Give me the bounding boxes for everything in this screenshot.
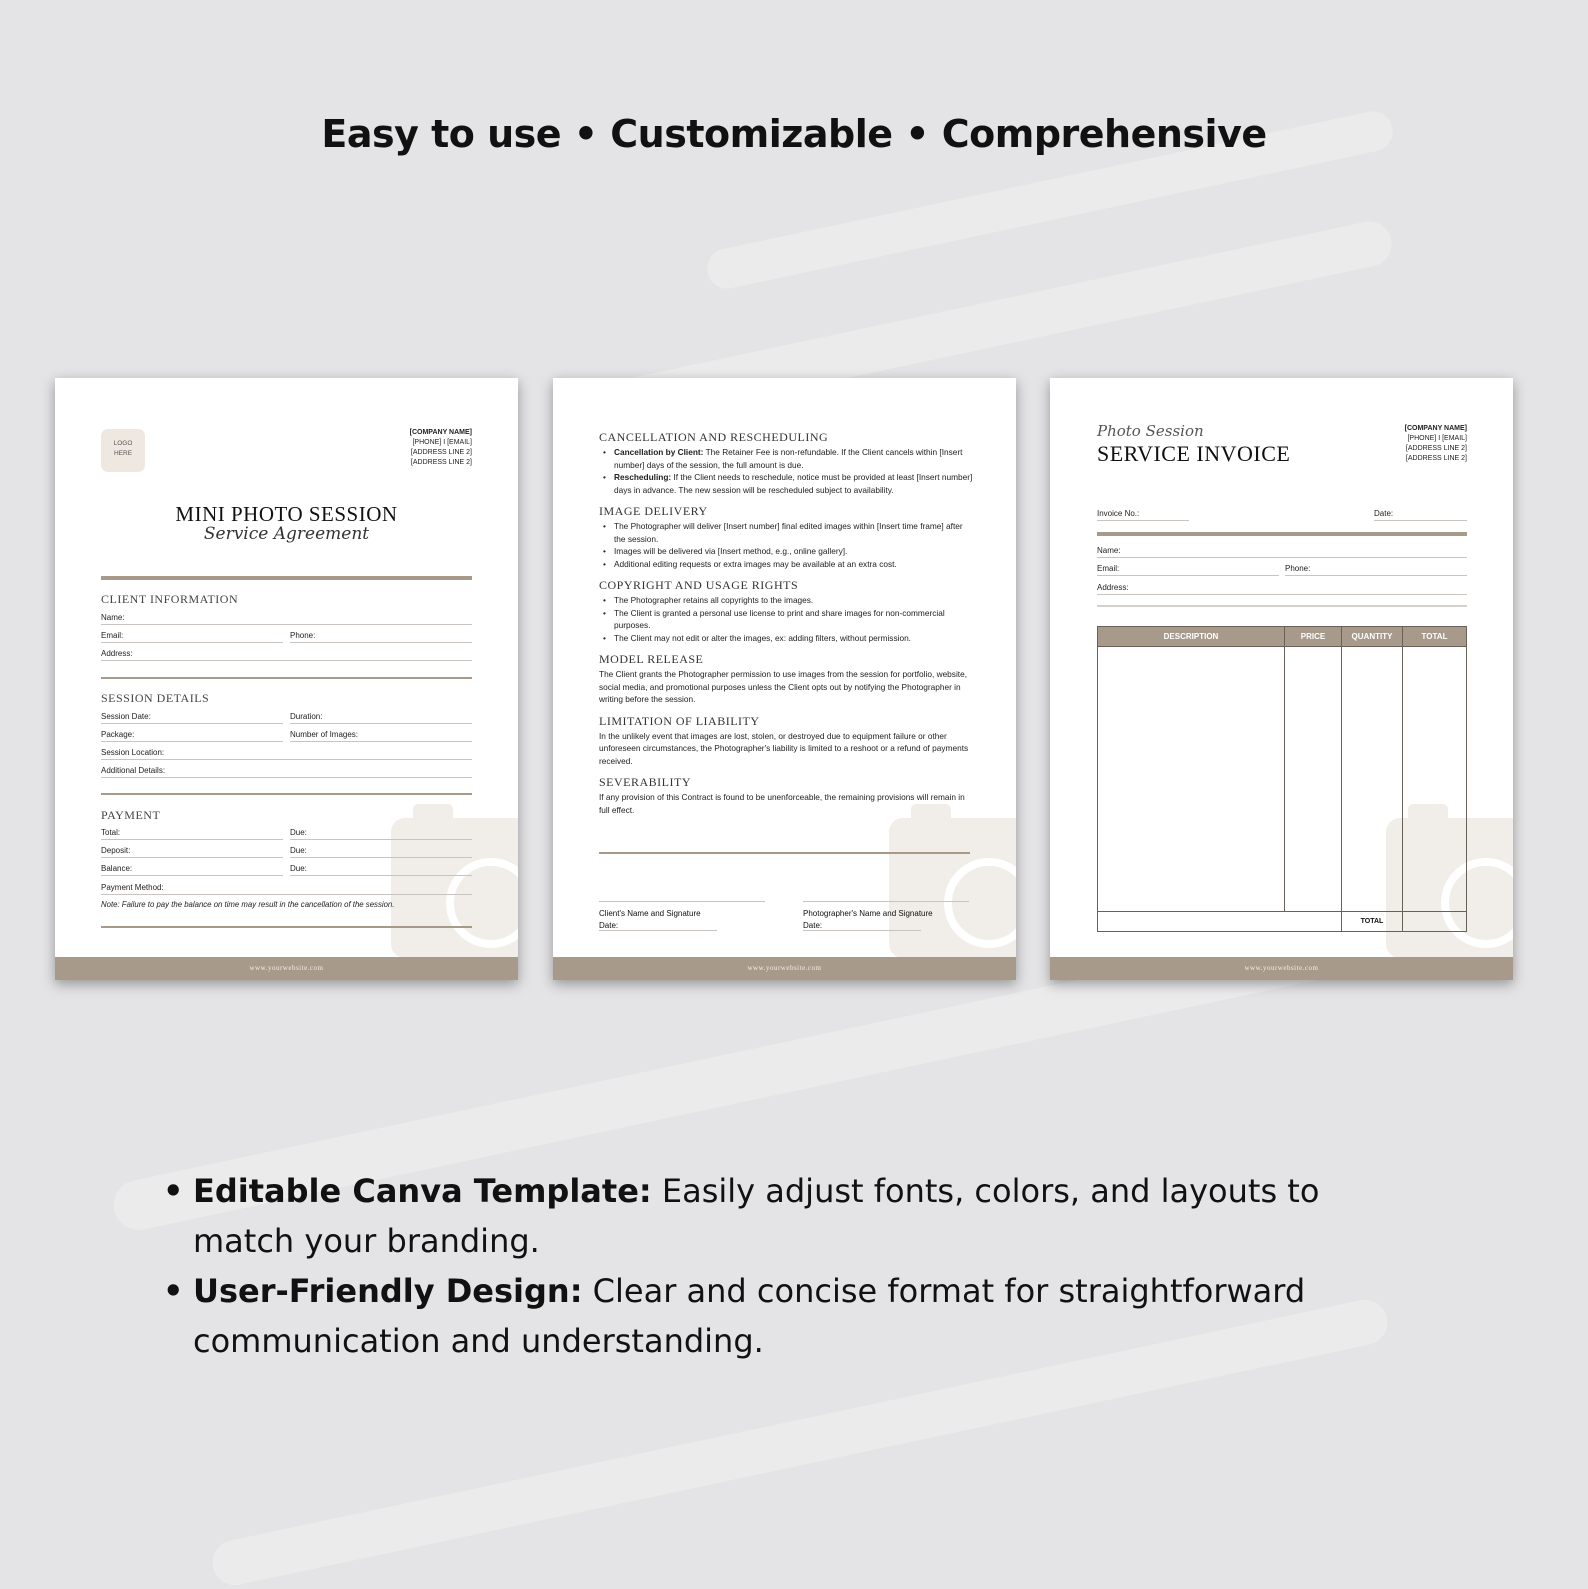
feature-item: • User-Friendly Design: Clear and concise format for straightforward communication and understanding.: [193, 1266, 1373, 1366]
invoice-date-field[interactable]: Date:: [1374, 509, 1467, 521]
photographer-signature-line[interactable]: [803, 901, 969, 902]
document-title: MINI PHOTO SESSION: [175, 502, 398, 526]
company-address: [ADDRESS LINE 2]: [1405, 455, 1467, 462]
list-item: • The Client may not edit or alter the images, ex: adding filters, without permission.: [599, 632, 974, 645]
website-footer: www.yourwebsite.com: [1050, 957, 1513, 980]
table-row[interactable]: [1098, 647, 1467, 912]
website-footer: www.yourwebsite.com: [55, 957, 518, 980]
session-location-field[interactable]: Session Location:: [101, 748, 472, 760]
feature-item: • Editable Canva Template: Easily adjust fonts, colors, and layouts to match your branding.: [193, 1166, 1373, 1266]
terms-page: [553, 378, 1016, 980]
section-heading: MODEL RELEASE: [599, 652, 704, 666]
divider: [101, 793, 472, 795]
company-name: [COMPANY NAME]: [409, 429, 472, 436]
total-row: [1098, 912, 1467, 932]
divider: [599, 852, 970, 854]
list-item: • The Client is granted a personal use license to print and share images for non-commercial purposes.: [599, 607, 974, 632]
payment-method-field[interactable]: Payment Method:: [101, 883, 472, 895]
company-contact: [PHONE] I [EMAIL]: [1407, 435, 1467, 442]
section-heading: CLIENT INFORMATION: [101, 592, 239, 606]
phone-field[interactable]: Phone:: [1285, 564, 1467, 576]
divider: [101, 926, 472, 928]
paragraph: In the unlikely event that images are lost, stolen, or destroyed due to equipment failure or other unforeseen circumstances, the Photographer's liability is limited to a reshoot or a refund of payments received.: [599, 730, 969, 766]
company-info: [410, 428, 472, 468]
document-subtitle: Service Agreement: [203, 524, 370, 544]
email-field[interactable]: Email:: [101, 631, 283, 643]
total-label: TOTAL: [1342, 912, 1403, 932]
number-of-images-field[interactable]: Number of Images:: [290, 730, 472, 742]
company-address: [ADDRESS LINE 2]: [410, 449, 472, 456]
invoice-script-title: Photo Session: [1097, 422, 1204, 440]
camera-watermark-icon: [889, 818, 1016, 958]
due-field[interactable]: Due:: [290, 828, 472, 840]
list-item: • Additional editing requests or extra images may be available at an extra cost.: [599, 558, 974, 571]
divider: [101, 576, 472, 580]
column-header: QUANTITY: [1342, 627, 1403, 647]
section-heading: LIMITATION OF LIABILITY: [599, 713, 760, 728]
phone-field[interactable]: Phone:: [290, 631, 472, 643]
website-footer: www.yourwebsite.com: [553, 957, 1016, 980]
email-field[interactable]: Email:: [1097, 564, 1279, 576]
terms-content: [599, 422, 974, 816]
photographer-signature-label: Photographer's Name and Signature: [803, 909, 933, 918]
section-heading: SESSION DETAILS: [101, 691, 210, 705]
divider: [1097, 605, 1467, 607]
service-agreement-page: [55, 378, 518, 980]
session-date-field[interactable]: Session Date:: [101, 712, 283, 724]
invoice-page: [1050, 378, 1513, 980]
list-item: • The Photographer will deliver [Insert number] final edited images within [Insert time frame] after the session.: [599, 520, 974, 545]
client-signature-line[interactable]: [599, 901, 765, 902]
section-heading: SEVERABILITY: [599, 775, 691, 789]
list-item: • Images will be delivered via [Insert method, e.g., online gallery].: [599, 545, 974, 558]
name-field[interactable]: Name:: [1097, 546, 1467, 558]
logo-placeholder: LOGO HERE: [101, 429, 145, 472]
list-item: • Rescheduling: If the Client needs to reschedule, notice must be provided at least [Insert number] days in advance. The new session will be rescheduled subject to availability.: [599, 471, 974, 496]
company-contact: [PHONE] I [EMAIL]: [412, 439, 472, 446]
duration-field[interactable]: Duration:: [290, 712, 472, 724]
client-date-field[interactable]: Date:: [599, 921, 717, 931]
payment-note: Note: Failure to pay the balance on time may result in the cancellation of the session.: [101, 900, 395, 909]
balance-field[interactable]: Balance:: [101, 864, 283, 876]
invoice-table: [1097, 626, 1467, 932]
due-field[interactable]: Due:: [290, 846, 472, 858]
total-field[interactable]: Total:: [101, 828, 283, 840]
list-item: • Cancellation by Client: The Retainer Fee is non-refundable. If the Client cancels within [Insert number] days of the session, the full amount is due.: [599, 446, 974, 471]
column-header: PRICE: [1285, 627, 1342, 647]
column-header: DESCRIPTION: [1098, 627, 1285, 647]
list-item: • The Photographer retains all copyrights to the images.: [599, 594, 974, 607]
due-field[interactable]: Due:: [290, 864, 472, 876]
company-address: [ADDRESS LINE 2]: [410, 459, 472, 466]
section-heading: PAYMENT: [101, 808, 161, 822]
section-heading: IMAGE DELIVERY: [599, 504, 708, 518]
address-field[interactable]: Address:: [101, 649, 472, 661]
package-field[interactable]: Package:: [101, 730, 283, 742]
invoice-number-field[interactable]: Invoice No.:: [1097, 509, 1189, 521]
additional-details-field[interactable]: Additional Details:: [101, 766, 472, 778]
paragraph: If any provision of this Contract is found to be unenforceable, the remaining provisions will remain in full effect.: [599, 792, 965, 815]
company-address: [ADDRESS LINE 2]: [1405, 445, 1467, 452]
name-field[interactable]: Name:: [101, 613, 472, 625]
tagline: Easy to use • Customizable • Comprehensive: [321, 112, 1267, 156]
photographer-date-field[interactable]: Date:: [803, 921, 921, 931]
company-name: [COMPANY NAME]: [1404, 425, 1467, 432]
client-signature-label: Client's Name and Signature: [599, 909, 701, 918]
section-heading: CANCELLATION AND RESCHEDULING: [599, 430, 829, 444]
section-heading: COPYRIGHT AND USAGE RIGHTS: [599, 578, 799, 592]
paragraph: The Client grants the Photographer permission to use images from the session for portfolio, website, social media, and promotional purposes unless the Client opts out by notifying the Photographer in writing before the session.: [599, 669, 968, 704]
feature-list: [193, 1166, 1373, 1366]
address-field[interactable]: Address:: [1097, 583, 1467, 595]
invoice-title: SERVICE INVOICE: [1097, 441, 1291, 466]
divider: [101, 677, 472, 679]
column-header: TOTAL: [1403, 627, 1467, 647]
divider: [1097, 532, 1467, 536]
company-info: [1405, 424, 1467, 464]
deposit-field[interactable]: Deposit:: [101, 846, 283, 858]
